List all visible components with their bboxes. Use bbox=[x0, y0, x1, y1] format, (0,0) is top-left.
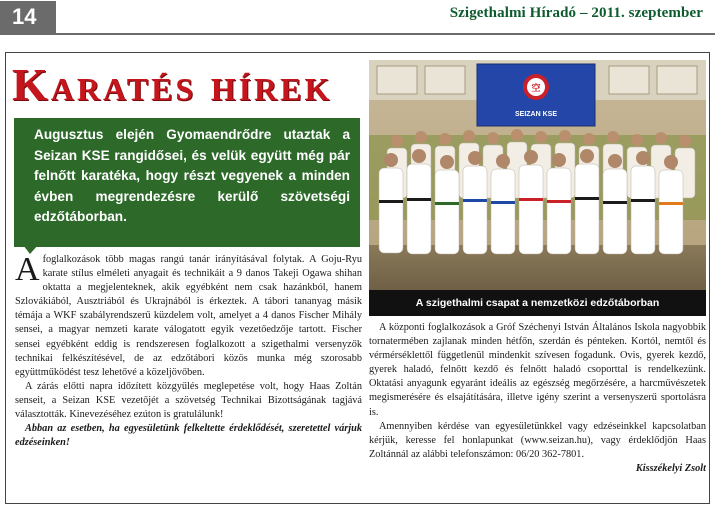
body-column-right bbox=[369, 321, 706, 476]
page-header bbox=[0, 0, 715, 35]
svg-text:空: 空 bbox=[531, 83, 541, 93]
publication-title: Szigethalmi Híradó – 2011. szeptember bbox=[449, 5, 703, 21]
banner-text: SEIZAN KSE bbox=[514, 111, 558, 118]
lead-paragraph: Augusztus elején Gyomaendrődre utaztak a Seizan KSE rangidősei, és velük együtt még pár felnőtt karatéka, hogy részt vegyenek a minden évben megrendezésre kerülő szövetségi edzőtáborban. bbox=[14, 118, 360, 247]
body-column-left bbox=[15, 253, 362, 450]
header-rule bbox=[0, 33, 715, 35]
page-number: 14 bbox=[0, 1, 56, 33]
club-banner bbox=[477, 64, 595, 126]
author-signature: Kisszékelyi Zsolt bbox=[635, 462, 706, 474]
article-title: Karatés hírek bbox=[12, 59, 333, 110]
body-paragraph-1 bbox=[15, 253, 362, 380]
group-photo bbox=[369, 60, 706, 290]
photo-caption: A szigethalmi csapat a nemzetközi edzőtáborban bbox=[369, 290, 706, 316]
body-paragraph-2: A zárás előtti napra időzített közgyűlés meglepetése volt, hogy Haas Zoltán senseit, a Seizan KSE vezetőjét a szövetség Technikai Bizottságának tagjává választották. Kinevezéséhez ezúton is gratulálunk! bbox=[15, 380, 362, 421]
body-paragraph-4: A központi foglalkozások a Gróf Széchenyi István Általános Iskola nagyobbik tornatermében zajlanak minden hétfőn, szerdán és pénteken. Kortól, nemtől és vérmérséklettől függetlenül mindenkit szívesen fogadunk. Ovis, gyerek kezdő, gyerek haladó, felnőtt kezdő és felnőtt haladó csoporttal is rendelkezünk. Oktatási anyagunk egyaránt ideális az egészség megőrzésére, a harcművészetek megismerésére és elsajátítására, illetve igény szerint a versenyszerű sportolásra is. bbox=[369, 322, 706, 418]
body-paragraph-5: Amennyiben kérdése van egyesületünkkel vagy edzéseinkkel kapcsolatban kérjük, keresse fel honlapunkat (www.seizan.hu), vagy érdeklődjön Haas Zoltánnál az alábbi telefonszámon: 06/20 362-7801. bbox=[369, 420, 706, 460]
drop-cap: A bbox=[15, 251, 40, 288]
body-paragraph-1-text: foglalkozások több magas rangú tanár irányításával folytak. A Goju-Ryu karate stílus elméleti anyagait és technikáit a 9 danos Takeji Ogawa shihan oktatta a megjelenteknek, akik egyébként nem csak hazánkból, hanem Szlovákiából, Ausztriából és Ukrajnából is érkeztek. A tábori tananyag másik témája a WKF szabályrendszerű küzdelem volt, amelyet a 4 danos Fischer Mihály sensei, a magyar nemzeti karate válogatott egyik vezetőedzője tartott. Fischer sensei egyébként eddig is rendszeresen foglalkozott a szigethalmi versenyzők technikai felkészítésével, de az edzőtábori közös munka még szorosabb együttműködést tesz lehetővé a közeljövőben. bbox=[15, 254, 362, 378]
body-paragraph-3: Abban az esetben, ha egyesületünk felkeltette érdeklődését, szeretettel várjuk edzéseinken! bbox=[15, 423, 362, 449]
